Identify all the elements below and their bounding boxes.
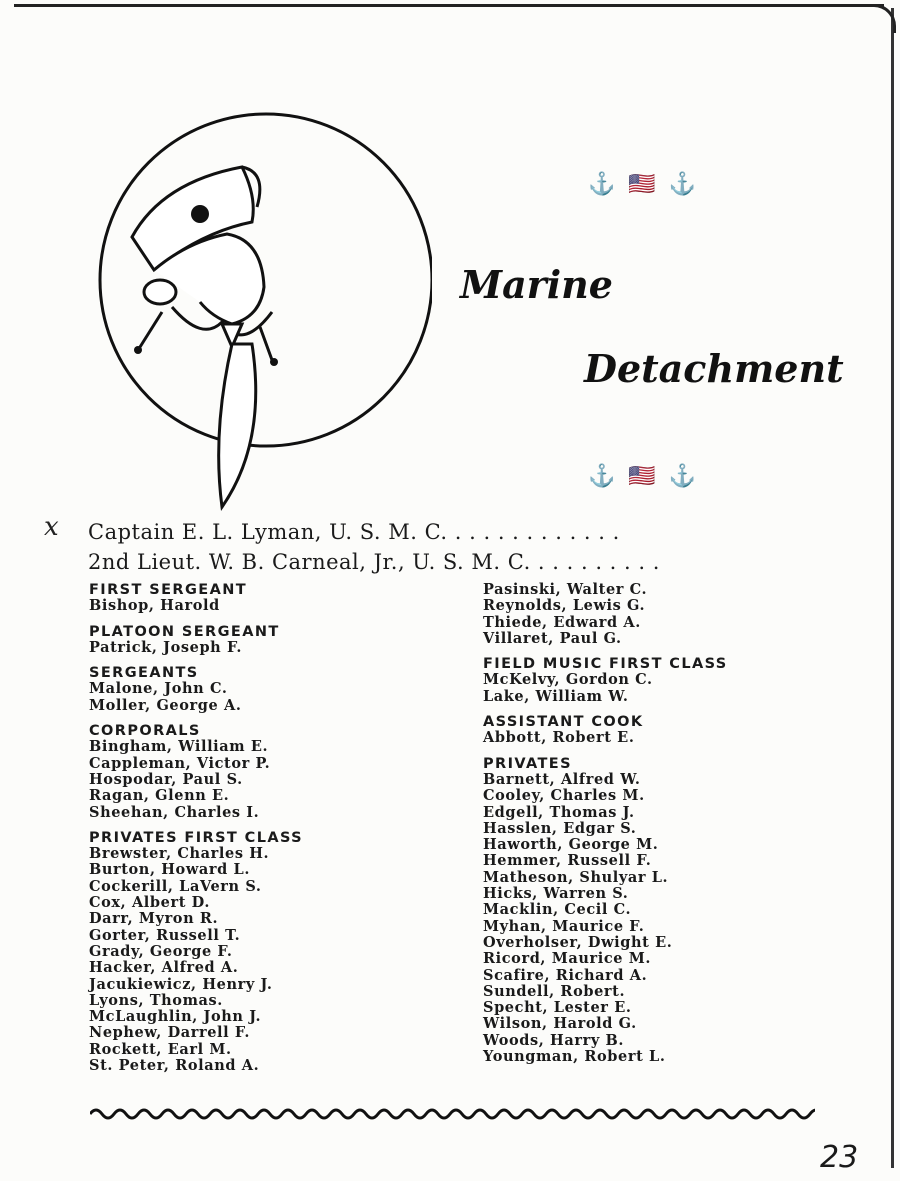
roster-name: Burton, Howard L. (89, 861, 250, 879)
roster-name: Edgell, Thomas J. (483, 803, 635, 821)
page-border-top (14, 4, 884, 7)
roster-name: Brewster, Charles H. (89, 845, 270, 863)
roster-name: Lake, William W. (483, 687, 629, 705)
roster-name: Villaret, Paul G. (483, 629, 622, 647)
roster-name: McKelvy, Gordon C. (483, 671, 653, 689)
roster-name: Ragan, Glenn E. (89, 787, 230, 805)
roster-name: Sundell, Robert. (483, 982, 626, 1000)
page-number: 23 (820, 1140, 859, 1175)
officer-captain: Captain E. L. Lyman, U. S. M. C. . . . . . . . . . . . . (88, 520, 620, 544)
wavy-divider (90, 1100, 815, 1124)
roster-name: Gorter, Russell T. (89, 926, 241, 944)
title-marine: Marine (460, 262, 613, 307)
section-heading: FIELD MUSIC FIRST CLASS (483, 656, 728, 673)
roster-name: Lyons, Thomas. (89, 991, 223, 1009)
roster-name: Cooley, Charles M. (483, 787, 645, 805)
section-heading: CORPORALS (89, 723, 201, 740)
roster-name: Youngman, Robert L. (483, 1048, 666, 1066)
roster-name: St. Peter, Roland A. (89, 1057, 260, 1075)
officer-lieutenant: 2nd Lieut. W. B. Carneal, Jr., U. S. M. C. . . . . . . . . . (88, 550, 660, 574)
roster-name: Pasinski, Walter C. (483, 581, 648, 598)
roster-name: Hemmer, Russell F. (483, 852, 652, 870)
roster-name: Overholser, Dwight E. (483, 933, 673, 951)
section-heading: SERGEANTS (89, 665, 199, 682)
roster-name: Haworth, George M. (483, 836, 659, 854)
roster-name: Woods, Harry B. (483, 1031, 624, 1049)
roster-name: Bishop, Harold (89, 597, 220, 615)
roster-name: Abbott, Robert E. (483, 729, 635, 747)
roster-name: Cockerill, LaVern S. (89, 877, 262, 895)
roster-name: Nephew, Darrell F. (89, 1024, 251, 1042)
anchor-flag-ornament-bottom: ⚓ 🇺🇸 ⚓ (588, 464, 700, 489)
roster-name: Matheson, Shulyar L. (483, 868, 669, 886)
roster-name: Grady, George F. (89, 942, 233, 960)
roster-name: Patrick, Joseph F. (89, 638, 243, 656)
roster-name: Ricord, Maurice M. (483, 950, 652, 968)
roster-right-column (483, 582, 813, 1065)
roster-name: Scafire, Richard A. (483, 966, 648, 984)
roster-name: Myhan, Maurice F. (483, 917, 645, 935)
section-heading: PLATOON SERGEANT (89, 623, 280, 640)
roster-name: Thiede, Edward A. (483, 613, 641, 631)
marine-moon-illustration (92, 112, 432, 512)
page-border-right (891, 8, 894, 1168)
roster-left-column (89, 582, 449, 1074)
roster-name: Macklin, Cecil C. (483, 901, 632, 919)
roster-name: Barnett, Alfred W. (483, 770, 641, 788)
roster-name: Cox, Albert D. (89, 894, 210, 912)
roster-name: Wilson, Harold G. (483, 1015, 637, 1033)
roster-name: Darr, Myron R. (89, 910, 219, 928)
roster-name: Malone, John C. (89, 680, 228, 698)
section-heading: FIRST SERGEANT (89, 582, 248, 598)
roster-name: Specht, Lester E. (483, 999, 632, 1017)
anchor-flag-ornament-top: ⚓ 🇺🇸 ⚓ (588, 172, 700, 197)
title-detachment: Detachment (584, 346, 844, 391)
handwritten-mark: x (44, 512, 59, 542)
roster-name: Rockett, Earl M. (89, 1040, 232, 1058)
roster-name: Cappleman, Victor P. (89, 754, 271, 772)
section-heading: PRIVATES (483, 755, 572, 772)
section-heading: PRIVATES FIRST CLASS (89, 829, 303, 846)
roster-name: Bingham, William E. (89, 738, 269, 756)
roster-name: Jacukiewicz, Henry J. (89, 975, 273, 993)
roster-name: Hospodar, Paul S. (89, 770, 243, 788)
roster-name: McLaughlin, John J. (89, 1008, 262, 1026)
roster-name: Reynolds, Lewis G. (483, 597, 646, 615)
roster-name: Hasslen, Edgar S. (483, 819, 637, 837)
section-heading: ASSISTANT COOK (483, 714, 644, 731)
roster-name: Hicks, Warren S. (483, 885, 629, 903)
roster-name: Sheehan, Charles I. (89, 803, 260, 821)
roster-name: Moller, George A. (89, 696, 242, 714)
roster-name: Hacker, Alfred A. (89, 959, 239, 977)
